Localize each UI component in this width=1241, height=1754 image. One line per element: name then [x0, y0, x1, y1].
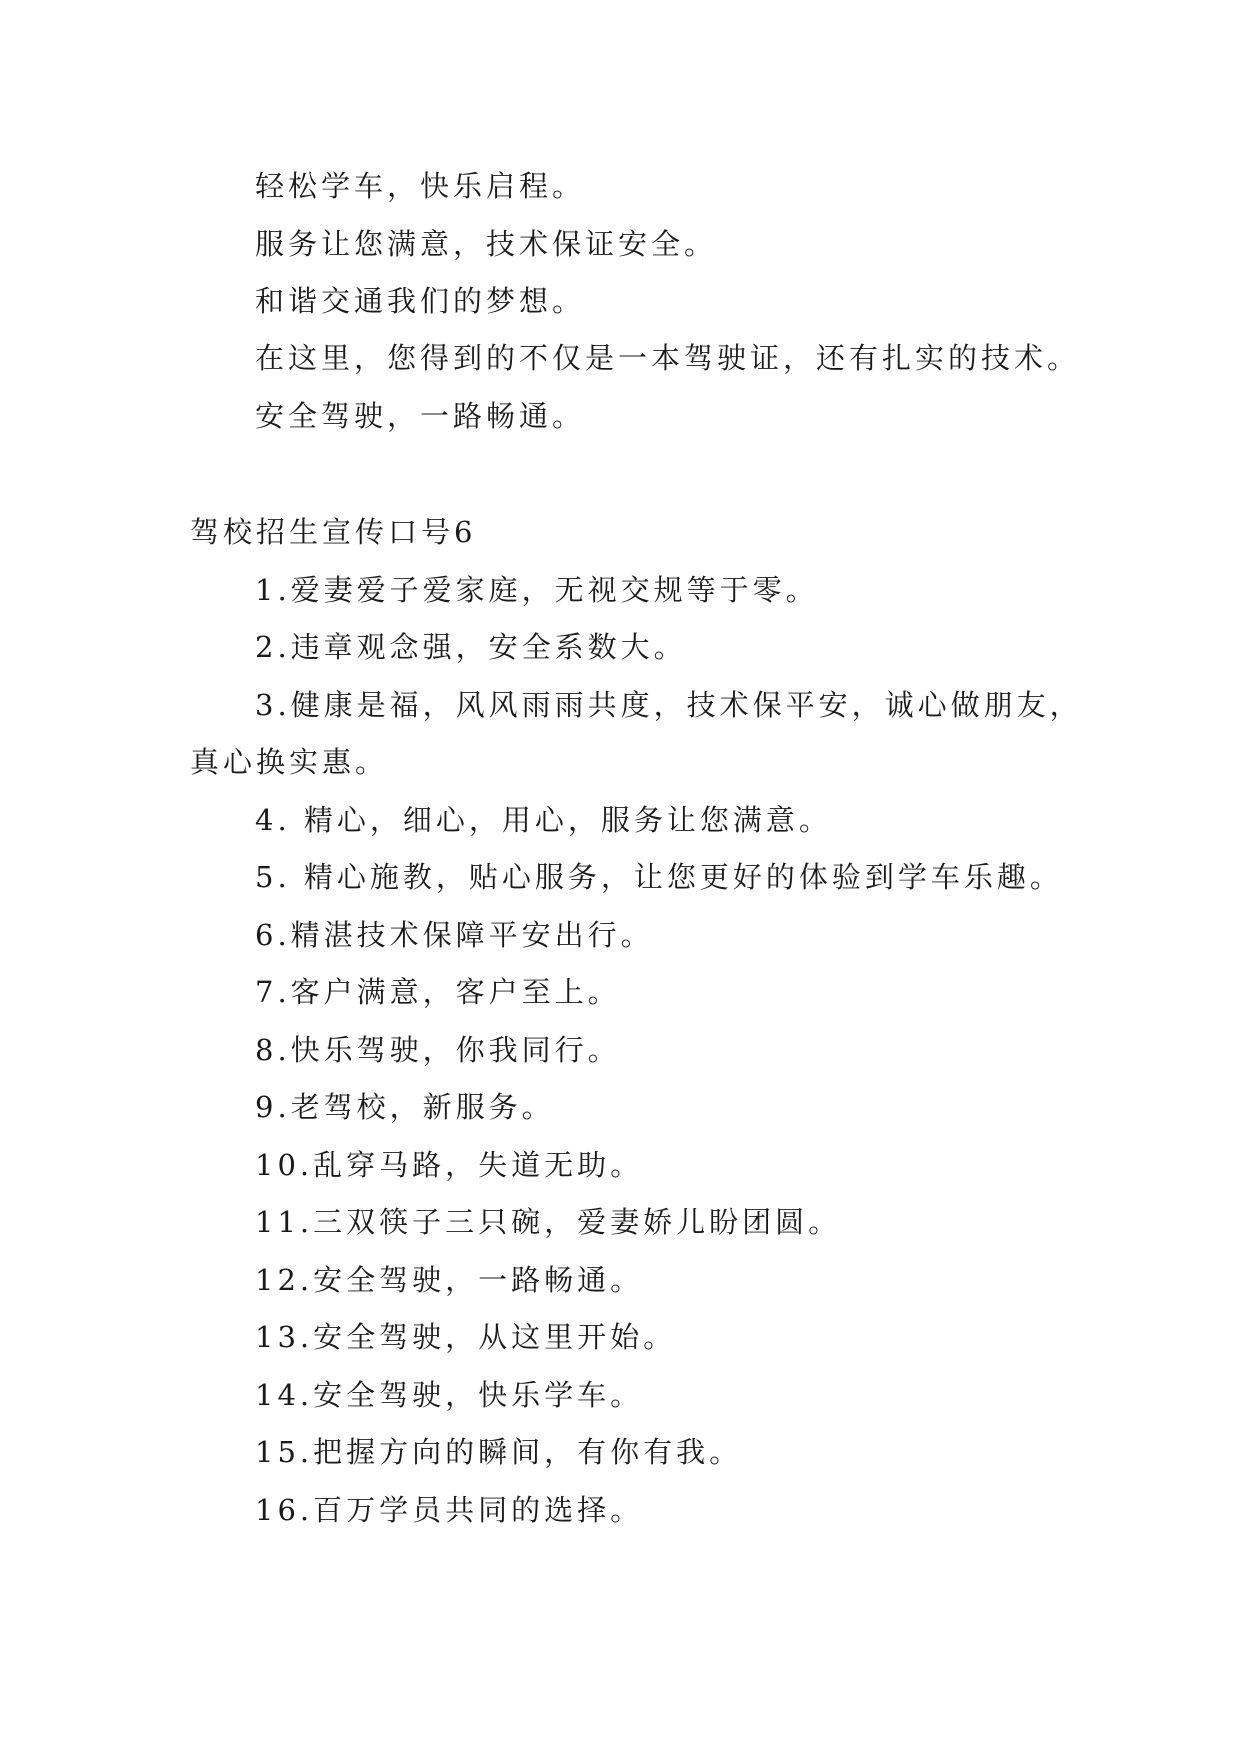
- intro-line: 轻松学车，快乐启程。: [255, 169, 586, 203]
- slogan-item: 1.爱妻爱子爱家庭，无视交规等于零。: [255, 573, 819, 607]
- intro-line: 安全驾驶，一路畅通。: [255, 399, 586, 433]
- slogan-item: 2.违章观念强，安全系数大。: [255, 630, 687, 664]
- slogan-item: 6.精湛技术保障平安出行。: [255, 918, 654, 952]
- slogan-item: 7.客户满意，客户至上。: [255, 975, 621, 1009]
- slogan-item: 8.快乐驾驶，你我同行。: [255, 1033, 621, 1067]
- slogan-item: 11.三双筷子三只碗，爱妻娇儿盼团圆。: [255, 1205, 842, 1239]
- slogan-item: 10.乱穿马路，失道无助。: [255, 1148, 644, 1182]
- slogan-item: 5. 精心施教，贴心服务，让您更好的体验到学车乐趣。: [255, 860, 1063, 894]
- slogan-item: 16.百万学员共同的选择。: [255, 1493, 644, 1527]
- intro-line: 在这里，您得到的不仅是一本驾驶证，还有扎实的技术。: [255, 341, 1081, 375]
- section-heading: 驾校招生宣传口号6: [190, 515, 477, 549]
- slogan-item: 12.安全驾驶，一路畅通。: [255, 1263, 644, 1297]
- slogan-item: 13.安全驾驶，从这里开始。: [255, 1320, 677, 1354]
- slogan-item: 9.老驾校，新服务。: [255, 1090, 555, 1124]
- slogan-item: 4. 精心，细心，用心，服务让您满意。: [255, 803, 832, 837]
- intro-line: 服务让您满意，技术保证安全。: [255, 227, 718, 261]
- slogan-item: 15.把握方向的瞬间，有你有我。: [255, 1435, 743, 1469]
- slogan-item-continuation: 真心换实惠。: [190, 745, 389, 779]
- intro-line: 和谐交通我们的梦想。: [255, 284, 586, 318]
- slogan-item: 3.健康是福，风风雨雨共度，技术保平安，诚心做朋友，: [255, 688, 1083, 722]
- slogan-item: 14.安全驾驶，快乐学车。: [255, 1378, 644, 1412]
